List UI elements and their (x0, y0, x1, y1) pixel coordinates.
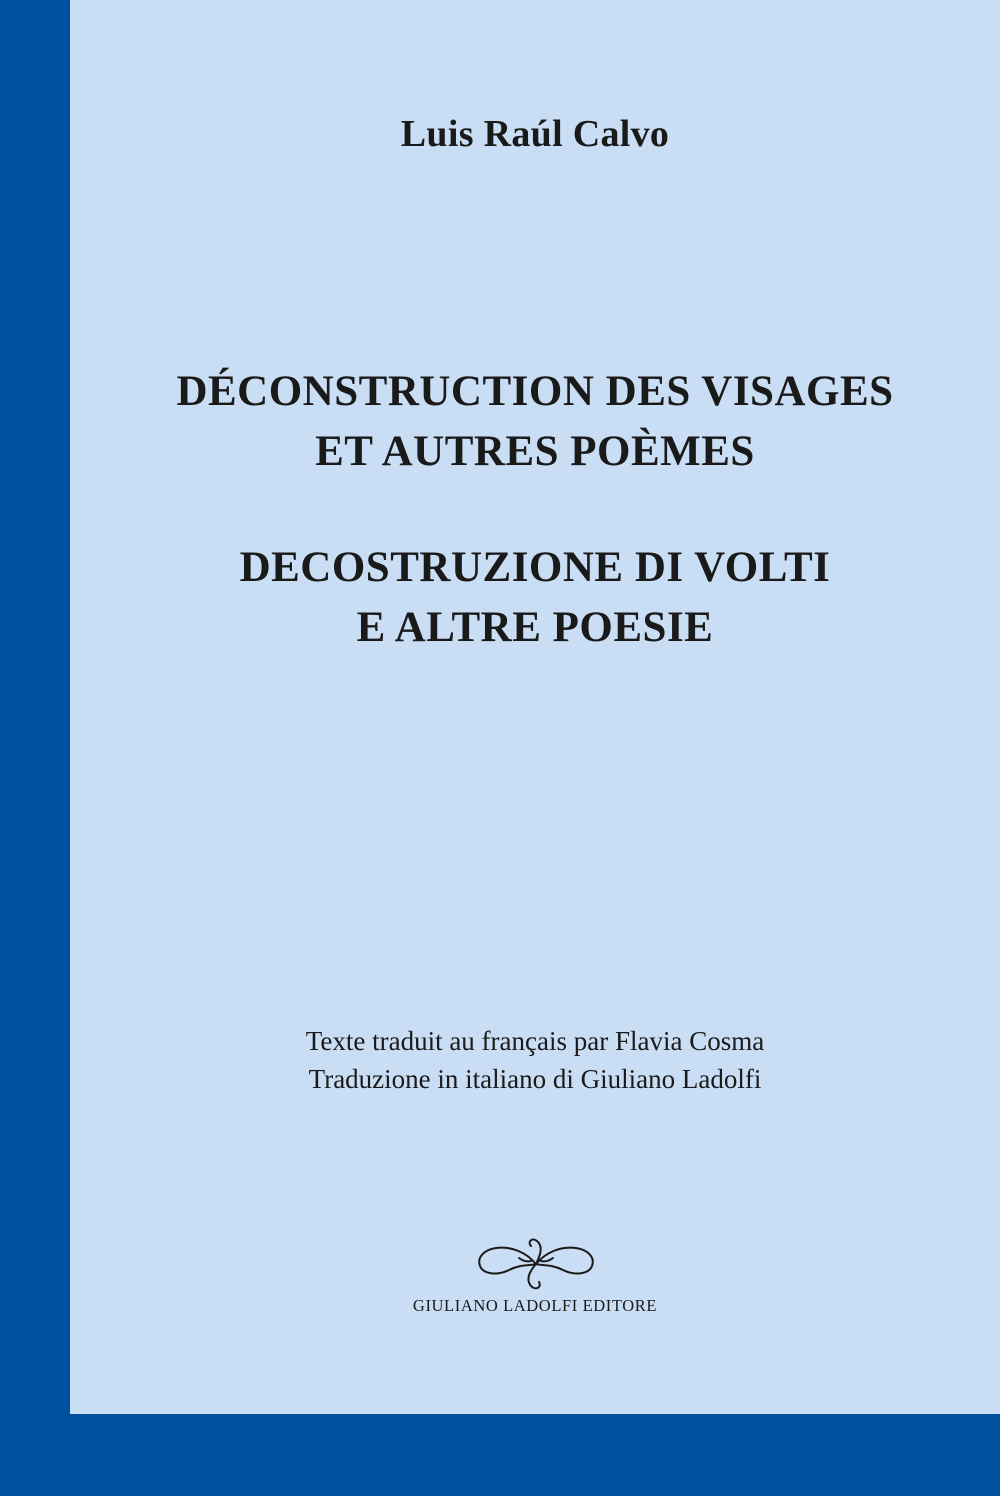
title-italian-line-1: DECOSTRUZIONE DI VOLTI (239, 544, 831, 591)
author-name: Luis Raúl Calvo (400, 113, 670, 155)
title-italian (70, 538, 1000, 658)
cover-panel (70, 0, 1000, 1414)
publisher-name: GIULIANO LADOLFI EDITORE (412, 1296, 658, 1315)
infinity-swirl-icon (471, 1236, 601, 1292)
bottom-band (0, 1414, 1000, 1496)
translators-credit (70, 1022, 1000, 1098)
title-french-line-2: ET AUTRES POÈMES (315, 428, 755, 475)
translator-italian: Traduzione in italiano di Giuliano Ladolfi (308, 1064, 762, 1094)
title-french (70, 362, 1000, 482)
spine-band (0, 0, 70, 1496)
title-italian-line-2: E ALTRE POESIE (356, 604, 714, 651)
translator-french: Texte traduit au français par Flavia Cosma (305, 1026, 765, 1056)
title-french-line-1: DÉCONSTRUCTION DES VISAGES (176, 368, 894, 415)
